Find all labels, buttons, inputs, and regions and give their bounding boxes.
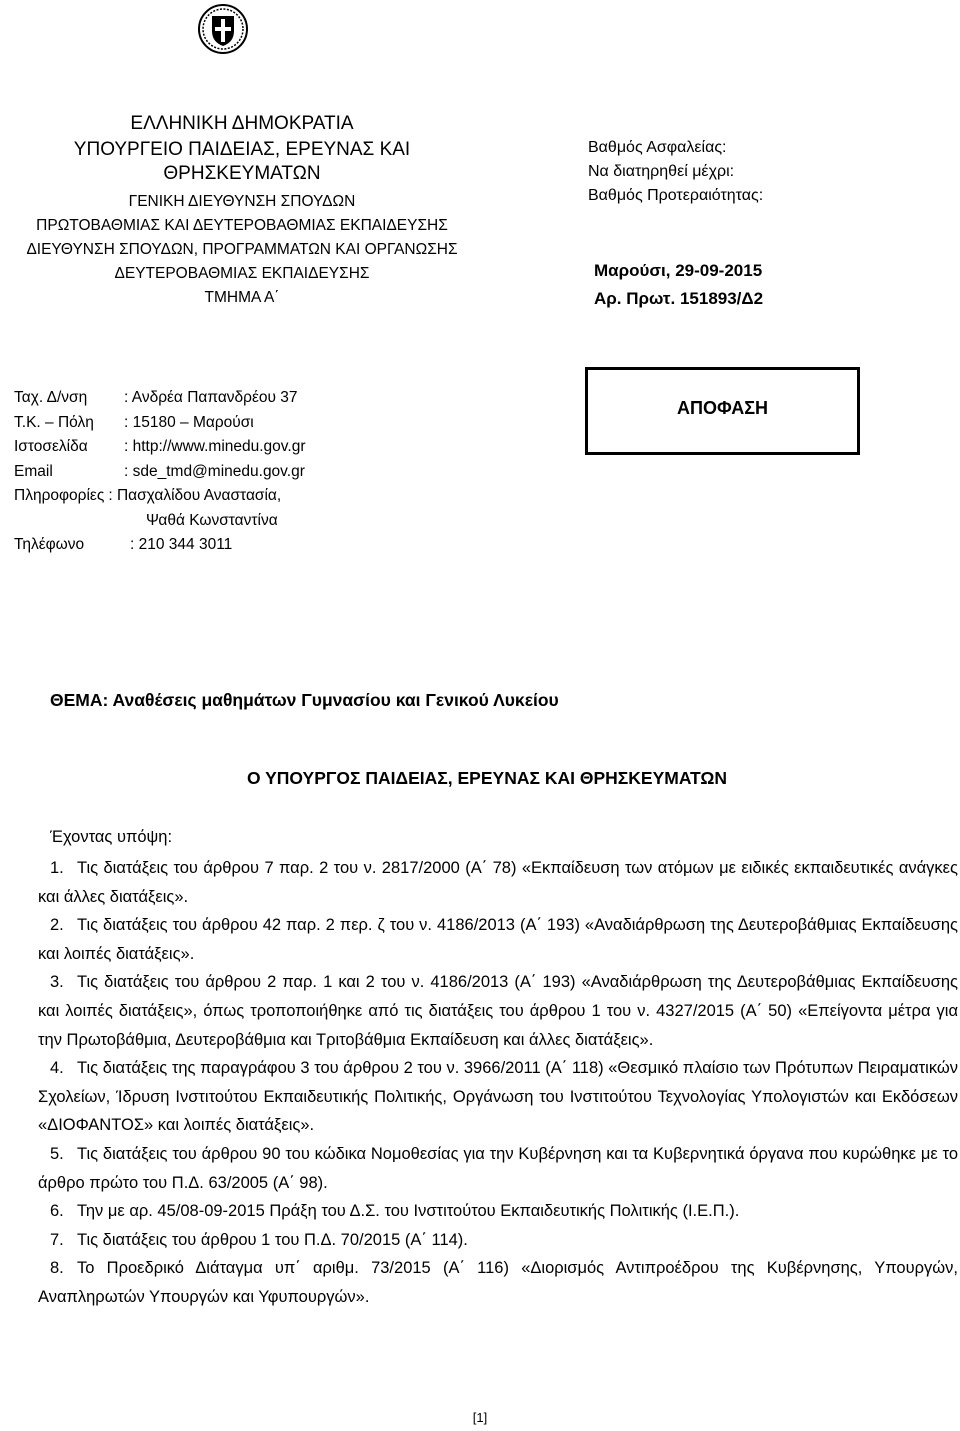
item-number: 5.: [50, 1144, 64, 1163]
list-item: [38, 854, 958, 911]
item-number: 2.: [50, 916, 64, 935]
protocol-number: Αρ. Πρωτ. 151893/Δ2: [594, 289, 764, 308]
decision-box: [585, 367, 860, 455]
retain-until: Να διατηρηθεί μέχρι:: [588, 163, 735, 180]
info-label: Πληροφορίες: [14, 487, 105, 504]
website-label: Ιστοσελίδα: [14, 438, 88, 455]
country-name: ΕΛΛΗΝΙΚΗ ΔΗΜΟΚΡΑΤΙΑ: [130, 113, 354, 134]
department-line: ΓΕΝΙΚΗ ΔΙΕΥΘΥΝΣΗ ΣΠΟΥΔΩΝ: [128, 193, 356, 210]
list-item: [38, 968, 958, 1054]
ministry-name: ΥΠΟΥΡΓΕΙΟ ΠΑΙΔΕΙΑΣ, ΕΡΕΥΝΑΣ ΚΑΙ ΘΡΗΣΚΕΥΜΑΤΩΝ: [73, 139, 411, 184]
item-text: Την με αρ. 45/08-09-2015 Πράξη του Δ.Σ. του Ινστιτούτου Εκπαιδευτικής Πολιτικής (Ι.Ε.Π.).: [77, 1202, 740, 1221]
list-item: [38, 1254, 958, 1311]
list-item: [38, 911, 958, 968]
minister-title: Ο ΥΠΟΥΡΓΟΣ ΠΑΙΔΕΙΑΣ, ΕΡΕΥΝΑΣ ΚΑΙ ΘΡΗΣΚΕΥΜΑΤΩΝ: [246, 768, 728, 788]
phone-value: : 210 344 3011: [130, 536, 233, 553]
address-label: Ταχ. Δ/νση: [14, 389, 88, 406]
department-line: ΔΙΕΥΘΥΝΣΗ ΣΠΟΥΔΩΝ, ΠΡΟΓΡΑΜΜΑΤΩΝ ΚΑΙ ΟΡΓΑΝΩΣΗΣ: [26, 241, 458, 258]
list-item: [38, 1226, 958, 1255]
email-label: Email: [14, 462, 53, 480]
contact-row-website: [14, 435, 306, 460]
date-protocol-block: [594, 257, 763, 313]
item-text: Τις διατάξεις του άρθρου 42 παρ. 2 περ. ζ του ν. 4186/2013 (Α΄ 193) «Αναδιάρθρωση της Δευτεροβάθμιας Εκπαίδευσης και λοιπές διατάξεις».: [38, 916, 958, 963]
contact-row-email: [14, 460, 306, 485]
contact-row-phone: [14, 533, 306, 558]
contact-row-info: [14, 484, 306, 509]
contact-row-address: [14, 386, 306, 411]
list-item: [38, 1140, 958, 1197]
info-value: : Πασχαλίδου Αναστασία,: [108, 487, 282, 504]
department-line: ΤΜΗΜΑ Α΄: [204, 289, 280, 306]
item-number: 8.: [50, 1259, 64, 1278]
item-text: Τις διατάξεις του άρθρου 7 παρ. 2 του ν. 2817/2000 (Α΄ 78) «Εκπαίδευση των ατόμων με ειδικές εκπαιδευτικές ανάγκες και άλλες διατάξεις».: [38, 859, 958, 906]
contact-row-postcode: [14, 411, 306, 436]
item-number: 7.: [50, 1230, 64, 1249]
item-number: 4.: [50, 1059, 64, 1078]
item-number: 1.: [50, 859, 64, 877]
contact-row-info-2: [14, 509, 306, 534]
contact-block: [14, 386, 306, 558]
item-text: Τις διατάξεις του άρθρου 90 του κώδικα Νομοθεσίας για την Κυβέρνηση και τα Κυβερνητικά όργανα που κυρώθηκε με το άρθρο πρώτο του Π.Δ. 63/2005 (Α΄ 98).: [38, 1144, 958, 1192]
priority-level: Βαθμός Προτεραιότητας:: [588, 187, 764, 204]
considerations-list: [38, 854, 958, 1312]
department-line: ΠΡΩΤΟΒΑΘΜΙΑΣ ΚΑΙ ΔΕΥΤΕΡΟΒΑΘΜΙΑΣ ΕΚΠΑΙΔΕΥΣΗΣ: [36, 217, 448, 234]
department-line: ΔΕΥΤΕΡΟΒΑΘΜΙΑΣ ΕΚΠΑΙΔΕΥΣΗΣ: [114, 265, 370, 282]
considering-label: Έχοντας υπόψη:: [50, 828, 173, 846]
place-date: Μαρούσι, 29-09-2015: [594, 261, 763, 280]
list-item: [38, 1197, 958, 1226]
phone-label: Τηλέφωνο: [14, 536, 85, 553]
postcode-label: Τ.Κ. – Πόλη: [14, 413, 94, 431]
postcode-value: : 15180 – Μαρούσι: [124, 413, 254, 431]
item-text: Το Προεδρικό Διάταγμα υπ΄ αριθμ. 73/2015 (Α΄ 116) «Διορισμός Αντιπροέδρου της Κυβέρνησης, Υπουργών, Αναπληρωτών Υπουργών και Υφυπουργών».: [38, 1259, 958, 1306]
info-value-2: Ψαθά Κωνσταντίνα: [146, 511, 278, 529]
security-level: Βαθμός Ασφαλείας:: [588, 139, 727, 156]
item-text: Τις διατάξεις του άρθρου 2 παρ. 1 και 2 του ν. 4186/2013 (Α΄ 193) «Αναδιάρθρωση της Δευτεροβάθμιας Εκπαίδευσης και λοιπές διατάξεις», όπως τροποποιήθηκε από τις διατάξεις του άρθρου 1 του ν. 4327/2015 (Α΄ 50) «Επείγοντα μέτρα για την Πρωτοβάθμια, Δευτεροβάθμια και Τριτοβάθμια Εκπαίδευση και άλλες διατάξεις».: [38, 973, 958, 1049]
greek-state-emblem-icon: [198, 4, 248, 54]
item-text: Τις διατάξεις του άρθρου 1 του Π.Δ. 70/2015 (Α΄ 114).: [77, 1230, 468, 1249]
list-item: [38, 1054, 958, 1140]
decision-label: ΑΠΟΦΑΣΗ: [676, 398, 769, 418]
item-number: 6.: [50, 1202, 64, 1221]
page-number: [1]: [472, 1410, 488, 1425]
item-number: 3.: [50, 973, 64, 992]
department-block: [0, 190, 484, 310]
item-text: Τις διατάξεις της παραγράφου 3 του άρθρου 2 του ν. 3966/2011 (Α΄ 118) «Θεσμικό πλαίσιο των Πρότυπων Πειραματικών Σχολείων, Ίδρυση Ινστιτούτου Εκπαιδευτικής Πολιτικής, Οργάνωση του Ινστιτούτου Τεχνολογίας Υπολογιστών και Εκδόσεων «ΔΙΟΦΑΝΤΟΣ» και λοιπές διατάξεις».: [38, 1059, 958, 1135]
classification-block: [588, 136, 763, 208]
website-link[interactable]: : http://www.minedu.gov.gr: [124, 438, 306, 455]
subject-line: ΘΕΜΑ: Αναθέσεις μαθημάτων Γυμνασίου και Γενικού Λυκείου: [50, 690, 559, 710]
email-link[interactable]: : sde_tmd@minedu.gov.gr: [124, 462, 305, 480]
address-value: : Ανδρέα Παπανδρέου 37: [124, 389, 298, 406]
